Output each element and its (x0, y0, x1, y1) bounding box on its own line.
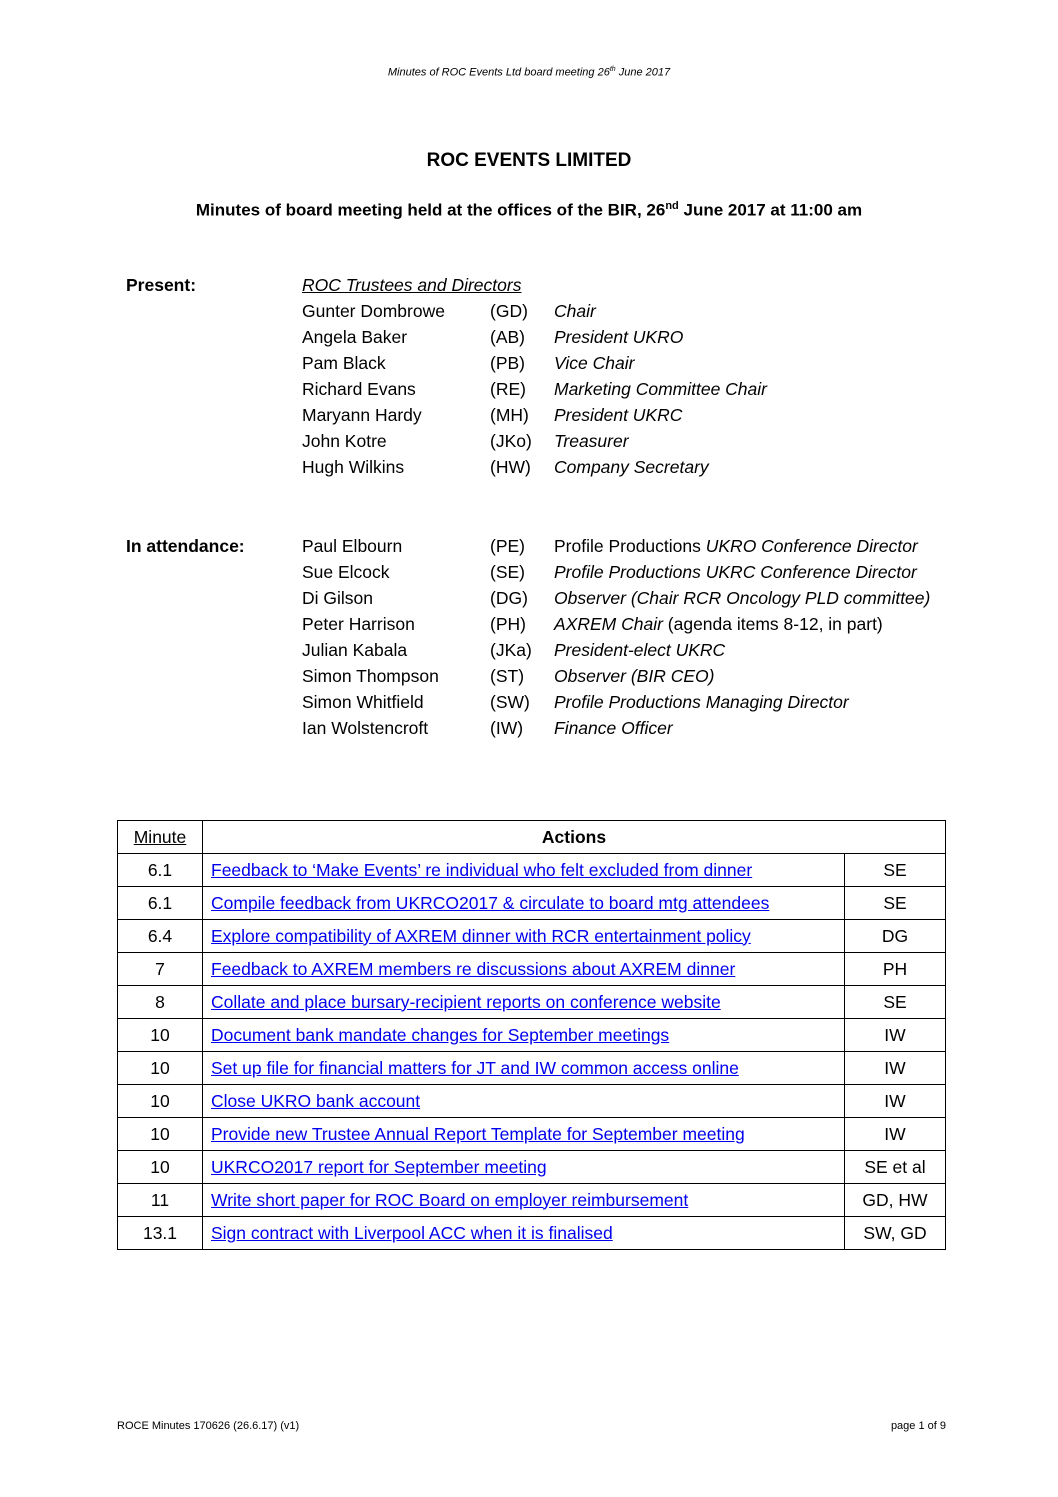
person-name: Paul Elbourn (302, 536, 403, 556)
minute-cell: 10 (118, 1085, 203, 1118)
person-initials: (PH) (490, 614, 526, 634)
owner-cell: DG (845, 920, 946, 953)
action-cell (203, 854, 845, 887)
owner-cell: IW (845, 1052, 946, 1085)
person-role: Vice Chair (554, 353, 635, 373)
person-role: Observer (Chair RCR Oncology PLD committee) (554, 588, 931, 608)
person-role: Profile Productions Managing Director (554, 692, 849, 712)
table-row (118, 1085, 946, 1118)
person-name: Richard Evans (302, 379, 416, 399)
footer-page-number: page 1 of 9 (890, 1420, 946, 1432)
document-subtitle: Minutes of board meeting held at the offices of the BIR, 26nd June 2017 at 11:00 am (195, 200, 863, 220)
person-role: Company Secretary (554, 457, 709, 477)
action-cell (203, 953, 845, 986)
minute-cell: 11 (118, 1184, 203, 1217)
action-cell (203, 887, 845, 920)
document-title: ROC EVENTS LIMITED (426, 150, 632, 171)
person-name: Di Gilson (302, 588, 373, 608)
person-role: Chair (554, 301, 596, 321)
person-role: President-elect UKRC (554, 640, 726, 660)
person-initials: (SE) (490, 562, 525, 582)
action-link[interactable]: Feedback to AXREM members re discussions about AXREM dinner (211, 958, 736, 979)
minute-cell: 13.1 (118, 1217, 203, 1250)
person-name: Angela Baker (302, 327, 408, 347)
owner-cell: IW (845, 1085, 946, 1118)
person-initials: (ST) (490, 666, 525, 686)
table-row (118, 953, 946, 986)
action-cell (203, 1019, 845, 1052)
table-row (118, 854, 946, 887)
person-role: President UKRO (554, 327, 684, 347)
action-cell (203, 1052, 845, 1085)
action-link[interactable]: Document bank mandate changes for September meetings (211, 1024, 670, 1045)
person-initials: (JKo) (490, 431, 532, 451)
action-link[interactable]: Feedback to ‘Make Events’ re individual who felt excluded from dinner (211, 859, 753, 880)
person-name: Pam Black (302, 353, 386, 373)
table-row (118, 1019, 946, 1052)
table-row (118, 887, 946, 920)
owner-cell: SE (845, 887, 946, 920)
table-row (118, 1118, 946, 1151)
action-link[interactable]: Collate and place bursary-recipient reports on conference website (211, 991, 721, 1012)
person-name: Simon Whitfield (302, 692, 424, 712)
action-link[interactable]: Provide new Trustee Annual Report Template for September meeting (211, 1123, 745, 1144)
person-name: Maryann Hardy (302, 405, 422, 425)
person-initials: (PE) (490, 536, 525, 556)
action-cell (203, 1085, 845, 1118)
action-link[interactable]: Compile feedback from UKRCO2017 & circulate to board mtg attendees (211, 892, 770, 913)
person-name: Simon Thompson (302, 666, 439, 686)
table-row (118, 1151, 946, 1184)
person-role: Treasurer (554, 431, 629, 451)
person-initials: (MH) (490, 405, 529, 425)
person-role: Observer (BIR CEO) (554, 666, 715, 686)
attendance-label: In attendance: (126, 536, 245, 556)
person-initials: (GD) (490, 301, 528, 321)
action-link[interactable]: Close UKRO bank account (211, 1090, 421, 1111)
table-row (118, 920, 946, 953)
present-label: Present: (126, 275, 197, 295)
minute-cell: 6.1 (118, 887, 203, 920)
actions-table (117, 820, 946, 1250)
person-name: Ian Wolstencroft (302, 718, 429, 738)
action-link[interactable]: Set up file for financial matters for JT and IW common access online (211, 1057, 739, 1078)
owner-cell: IW (845, 1118, 946, 1151)
table-row (118, 1184, 946, 1217)
person-role: Profile Productions UKRC Conference Director (554, 562, 917, 582)
table-row (118, 1052, 946, 1085)
action-link[interactable]: Explore compatibility of AXREM dinner with RCR entertainment policy (211, 925, 751, 946)
action-cell (203, 1184, 845, 1217)
person-initials: (PB) (490, 353, 525, 373)
person-name: Sue Elcock (302, 562, 390, 582)
table-header-row (118, 821, 946, 854)
footer-doc-ref: ROCE Minutes 170626 (26.6.17) (v1) (117, 1420, 300, 1432)
owner-cell: IW (845, 1019, 946, 1052)
minute-cell: 10 (118, 1118, 203, 1151)
minute-cell: 7 (118, 953, 203, 986)
minute-cell: 10 (118, 1019, 203, 1052)
owner-cell: PH (845, 953, 946, 986)
person-initials: (IW) (490, 718, 524, 738)
minute-cell: 10 (118, 1151, 203, 1184)
action-cell (203, 1217, 845, 1250)
person-role: President UKRC (554, 405, 683, 425)
actions-column-header: Actions (203, 821, 946, 854)
person-role: Marketing Committee Chair (554, 379, 767, 399)
person-initials: (DG) (490, 588, 528, 608)
action-link[interactable]: UKRCO2017 report for September meeting (211, 1156, 547, 1177)
person-initials: (HW) (490, 457, 531, 477)
owner-cell: SW, GD (845, 1217, 946, 1250)
minute-column-header: Minute (118, 821, 203, 854)
person-name: Julian Kabala (302, 640, 408, 660)
running-header: Minutes of ROC Events Ltd board meeting 26th June 2017 (387, 66, 671, 79)
person-role: Finance Officer (554, 718, 673, 738)
person-name: John Kotre (302, 431, 387, 451)
action-cell (203, 1151, 845, 1184)
owner-cell: SE (845, 854, 946, 887)
minute-cell: 8 (118, 986, 203, 1019)
minute-cell: 6.1 (118, 854, 203, 887)
person-initials: (JKa) (490, 640, 532, 660)
person-name: Hugh Wilkins (302, 457, 405, 477)
person-role: Profile Productions UKRO Conference Director (554, 536, 918, 556)
action-cell (203, 920, 845, 953)
minute-cell: 6.4 (118, 920, 203, 953)
person-initials: (RE) (490, 379, 526, 399)
present-group-heading: ROC Trustees and Directors (302, 275, 522, 295)
owner-cell: SE et al (845, 1151, 946, 1184)
person-initials: (AB) (490, 327, 525, 347)
action-link[interactable]: Write short paper for ROC Board on employer reimbursement (211, 1189, 689, 1210)
person-name: Gunter Dombrowe (302, 301, 445, 321)
person-name: Peter Harrison (302, 614, 415, 634)
action-cell (203, 986, 845, 1019)
table-row (118, 1217, 946, 1250)
action-cell (203, 1118, 845, 1151)
person-role: AXREM Chair (agenda items 8-12, in part) (554, 614, 883, 634)
owner-cell: SE (845, 986, 946, 1019)
minute-cell: 10 (118, 1052, 203, 1085)
owner-cell: GD, HW (845, 1184, 946, 1217)
person-initials: (SW) (490, 692, 530, 712)
table-row (118, 986, 946, 1019)
action-link[interactable]: Sign contract with Liverpool ACC when it is finalised (211, 1222, 613, 1243)
